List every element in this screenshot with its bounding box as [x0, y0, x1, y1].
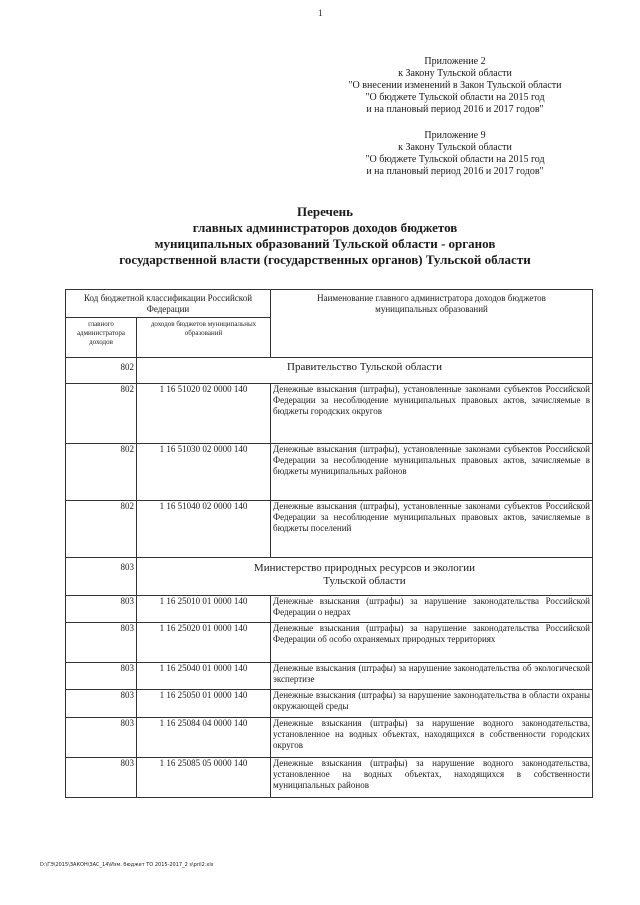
admin-code: 802 — [66, 384, 137, 444]
annex-line: "О бюджете Тульской области на 2015 год — [365, 92, 545, 103]
org-row — [66, 358, 593, 384]
budget-code: 1 16 51030 02 0000 140 — [137, 444, 271, 501]
admin-code: 803 — [66, 623, 137, 663]
annex-line: Приложение 9 — [424, 130, 486, 141]
table-row — [66, 690, 593, 718]
annex-line: "О бюджете Тульской области на 2015 год — [365, 154, 545, 165]
annex-line: Приложение 2 — [424, 56, 486, 67]
table-row — [66, 663, 593, 690]
budget-code: 1 16 25040 01 0000 140 — [137, 663, 271, 690]
budget-code: 1 16 51040 02 0000 140 — [137, 501, 271, 558]
budget-code: 1 16 25085 05 0000 140 — [137, 758, 271, 798]
income-description: Денежные взыскания (штрафы) за нарушение водного законодательства, установленное на водных объектах, находящихся в собственности городских округов — [271, 718, 593, 758]
file-path-footer: D:\ГЭ\2015\ЗАКОН\ЗАС_14\Изм. бюджет ТО 2015-2017_2 s\pril2.xls — [40, 862, 214, 868]
admin-code: 803 — [66, 758, 137, 798]
admin-code: 802 — [66, 501, 137, 558]
annex-line: к Закону Тульской области — [398, 68, 512, 79]
table-row — [66, 501, 593, 558]
budget-code: 1 16 25084 04 0000 140 — [137, 718, 271, 758]
income-description: Денежные взыскания (штрафы) за нарушение законодательства об экологической экспертизе — [271, 663, 593, 690]
admin-code: 803 — [66, 558, 137, 596]
org-row — [66, 558, 593, 596]
annex-line: и на плановый период 2016 и 2017 годов" — [366, 104, 544, 115]
document-title — [60, 204, 590, 268]
table-row — [66, 623, 593, 663]
administrators-table — [65, 289, 593, 798]
page-number: 1 — [318, 8, 323, 18]
table-row — [66, 444, 593, 501]
org-name: Правительство Тульской области — [137, 358, 593, 384]
title-line: муниципальных образований Тульской области - органов — [154, 236, 496, 251]
income-description: Денежные взыскания (штрафы), установленные законами субъектов Российской Федерации за несоблюдение муниципальных правовых актов, зачисляемые в бюджеты поселений — [271, 501, 593, 558]
subheader-admin: главного администратора доходов — [66, 318, 137, 358]
table-row — [66, 718, 593, 758]
admin-code: 802 — [66, 358, 137, 384]
income-description: Денежные взыскания (штрафы) за нарушение законодательства Российской Федерации об особо охраняемых природных территориях — [271, 623, 593, 663]
table-row — [66, 758, 593, 798]
income-description: Денежные взыскания (штрафы), установленные законами субъектов Российской Федерации за несоблюдение муниципальных правовых актов, зачисляемые в бюджеты муниципальных районов — [271, 444, 593, 501]
table-header-row — [66, 290, 593, 318]
admin-code: 803 — [66, 690, 137, 718]
annex-line: к Закону Тульской области — [398, 142, 512, 153]
annex-line: "О внесении изменений в Закон Тульской области — [348, 80, 562, 91]
title-line: Перечень — [296, 204, 354, 219]
annex-block-second — [330, 130, 580, 178]
admin-code: 803 — [66, 718, 137, 758]
admin-code: 802 — [66, 444, 137, 501]
budget-code: 1 16 51020 02 0000 140 — [137, 384, 271, 444]
subheader-income: доходов бюджетов муниципальных образований — [137, 318, 271, 358]
title-line: государственной власти (государственных органов) Тульской области — [119, 252, 531, 267]
table-row — [66, 596, 593, 623]
admin-code: 803 — [66, 596, 137, 623]
income-description: Денежные взыскания (штрафы) за нарушение законодательства Российской Федерации о недрах — [271, 596, 593, 623]
annex-line: и на плановый период 2016 и 2017 годов" — [366, 166, 544, 177]
table-row — [66, 384, 593, 444]
annex-block-top — [330, 56, 580, 116]
org-name — [137, 558, 593, 596]
org-name-line: Тульской области — [323, 575, 406, 587]
org-name-line: Министерство природных ресурсов и экологии — [253, 562, 476, 574]
income-description: Денежные взыскания (штрафы), установленные законами субъектов Российской Федерации за несоблюдение муниципальных правовых актов, зачисляемые в бюджеты городских округов — [271, 384, 593, 444]
title-line: главных администраторов доходов бюджетов — [192, 220, 458, 235]
header-name: Наименование главного администратора доходов бюджетов муниципальных образований — [271, 290, 593, 358]
income-description: Денежные взыскания (штрафы) за нарушение водного законодательства, установленное на водных объектах, находящихся в собственности муниципальных районов — [271, 758, 593, 798]
budget-code: 1 16 25010 01 0000 140 — [137, 596, 271, 623]
admin-code: 803 — [66, 663, 137, 690]
header-code: Код бюджетной классификации Российской Федерации — [66, 290, 271, 318]
budget-code: 1 16 25020 01 0000 140 — [137, 623, 271, 663]
income-description: Денежные взыскания (штрафы) за нарушение законодательства в области охраны окружающей среды — [271, 690, 593, 718]
budget-code: 1 16 25050 01 0000 140 — [137, 690, 271, 718]
